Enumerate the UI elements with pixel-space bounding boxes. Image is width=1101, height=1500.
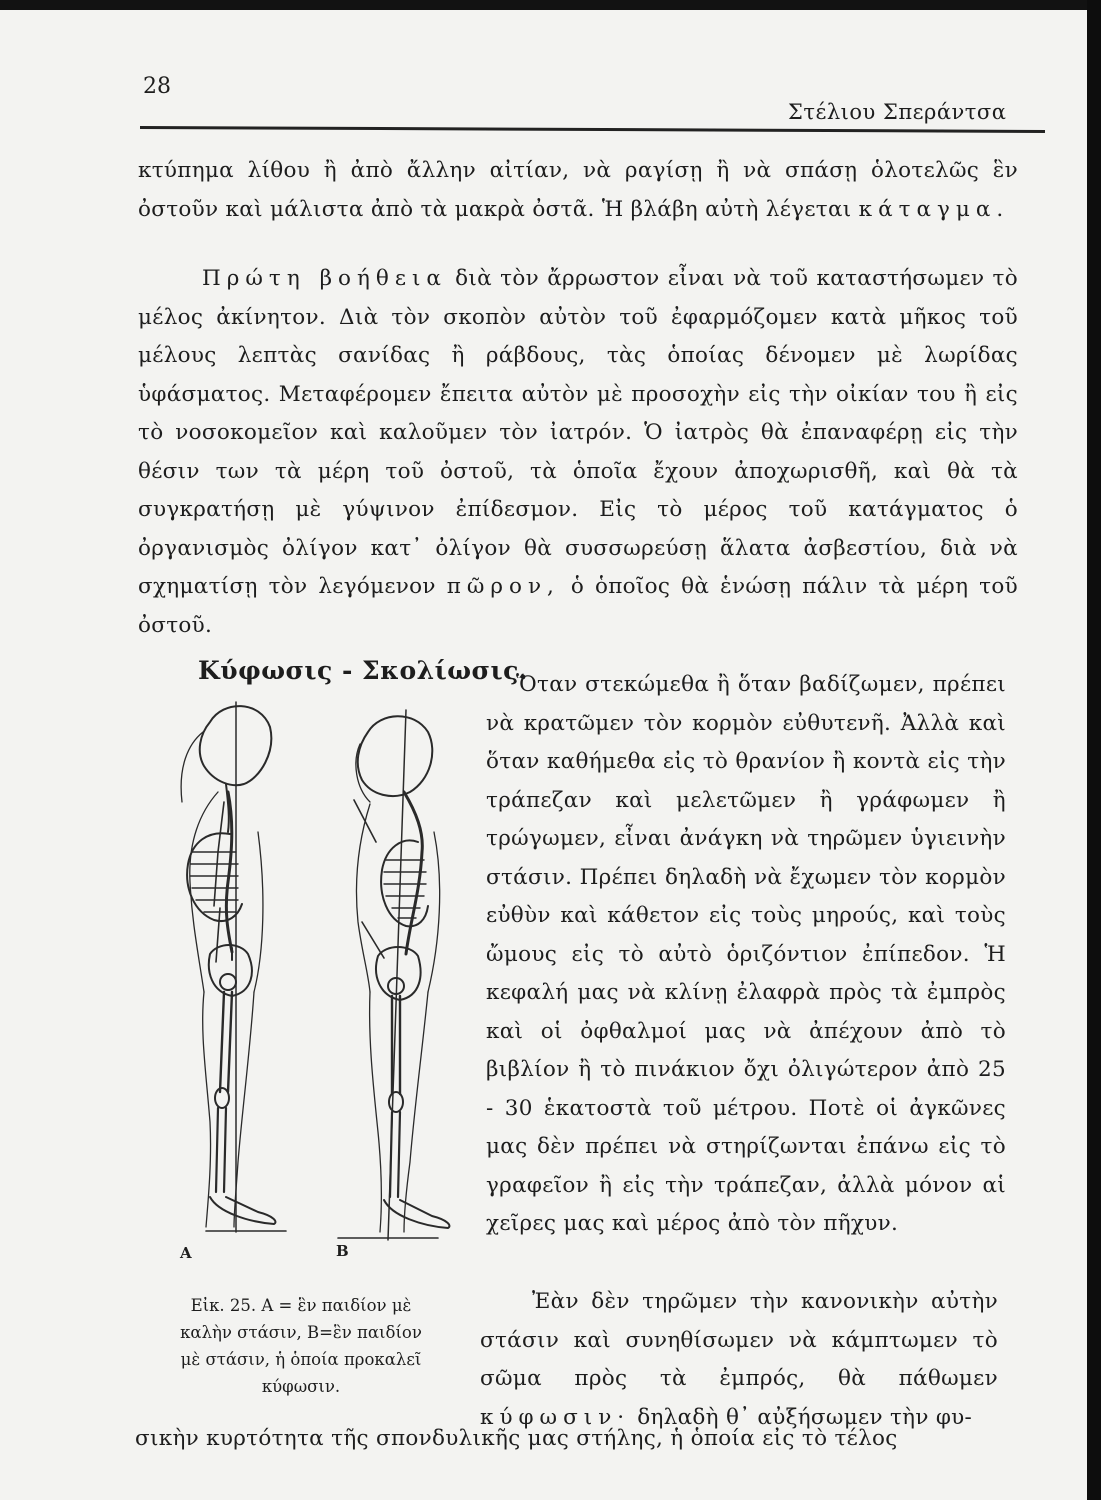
skeleton-a-good-posture xyxy=(181,702,286,1232)
caption-line: καλὴν στάσιν, Β=ἓν παιδίον xyxy=(180,1323,422,1342)
paragraph2-text: διὰ τὸν ἄρρωστον εἶναι νὰ τοῦ καταστήσωμεν τὸ μέλος ἀκίνητον. Διὰ τὸν σκοπὸν αὐτὸν τοῦ ἐφαρμόζομεν κατὰ μῆκος τοῦ μέλους λεπτὰς σανίδας ἢ ράβδους, τὰς ὁποίας δένομεν μὲ λωρίδας ὑφάσματος. Μεταφέρομεν ἔπειτα αὐτὸν μὲ προσοχὴν εἰς τὴν οἰκίαν του ἢ εἰς τὸ νοσοκομεῖον καὶ καλοῦμεν τὸν ἰατρόν. Ὁ ἰατρὸς θὰ ἐπαναφέρῃ εἰς τὴν θέσιν των τὰ μέρη τοῦ ὀστοῦ, τὰ ὁποῖα ἔχουν ἀποχωρισθῆ, καὶ θὰ τὰ συγκρατήσῃ μὲ γύψινον ἐπίδεσμον. Εἰς τὸ μέρος τοῦ κατάγματος ὁ ὀργανισμὸς ὀλίγον κατ᾿ ὀλίγον θὰ συσσωρεύσῃ ἅλατα ἀσβεστίου, διὰ νὰ σχηματίσῃ τὸν λεγόμενον xyxy=(138,266,1018,599)
section-heading-kyphosis: Κύφωσις - Σκολίωσις. xyxy=(198,656,529,685)
skeleton-illustration xyxy=(148,692,478,1272)
term-kyphosis: κύφωσιν· xyxy=(480,1404,631,1430)
paragraph1-text: κτύπημα λίθου ἢ ἀπὸ ἄλλην αἰτίαν, νὰ ραγίσῃ ἢ νὰ σπάσῃ ὁλοτελῶς ἓν ὀστοῦν καὶ μάλιστα ἀπὸ τὰ μακρὰ ὀστᾶ. Ἡ βλάβη αὐτὴ λέγεται xyxy=(138,158,1018,222)
figure-label-b: B xyxy=(336,1242,349,1260)
paragraph-first-aid xyxy=(138,260,1018,645)
skeleton-b-kyphosis xyxy=(338,710,449,1240)
figure-label-a: A xyxy=(180,1244,192,1262)
scan-right-edge xyxy=(1087,0,1101,1500)
first-aid-lead: Πρώτη βοήθεια xyxy=(202,266,447,291)
header-rule xyxy=(140,126,1045,133)
paragraph4-text: Ἐὰν δὲν τηρῶμεν τὴν κανονικὴν αὐτὴν στάσιν καὶ συνηθίσωμεν νὰ κάμπτωμεν τὸ σῶμα πρὸς τὰ ἐμπρός, θὰ πάθωμεν xyxy=(480,1289,998,1391)
paragraph-posture: Ὅταν στεκώμεθα ἢ ὅταν βαδίζωμεν, πρέπει νὰ κρατῶμεν τὸν κορμὸν εὐθυτενῆ. Ἀλλὰ καὶ ὅταν καθήμεθα εἰς τὸ θρανίον ἢ κοντὰ εἰς τὴν τράπεζαν καὶ μελετῶμεν ἢ γράφωμεν ἢ τρώγωμεν, εἶναι ἀνάγκη νὰ τηρῶμεν ὑγιεινὴν στάσιν. Πρέπει δηλαδὴ νὰ ἔχωμεν τὸν κορμὸν εὐθὺν καὶ κάθετον εἰς τοὺς μηρούς, καὶ τοὺς ὤμους εἰς τὸ αὐτὸ ὁριζόντιον ἐπίπεδον. Ἡ κεφαλή μας νὰ κλίνῃ ἐλαφρὰ πρὸς τὰ ἐμπρὸς καὶ οἱ ὀφθαλμοί μας νὰ ἀπέχουν ἀπὸ τὸ βιβλίον ἢ τὸ πινάκιον ὄχι ὀλιγώτερον ἀπὸ 25 - 30 ἑκατοστὰ τοῦ μέτρου. Ποτὲ οἱ ἀγκῶνες μας δὲν πρέπει νὰ στηρίζωνται ἐπάνω εἰς τὸ γραφεῖον ἢ εἰς τὴν τράπεζαν, ἀλλὰ μόνον αἱ χεῖρες μας καὶ μέρος ἀπὸ τὸν πῆχυν. xyxy=(486,672,1006,1236)
scan-top-edge xyxy=(0,0,1101,10)
caption-line: κύφωσιν. xyxy=(261,1377,341,1396)
figure-skeletons xyxy=(148,692,478,1272)
paragraph-fracture-intro xyxy=(138,152,1018,229)
page-number: 28 xyxy=(143,74,171,99)
caption-line: Εἰκ. 25. Α = ἓν παιδίον μὲ xyxy=(190,1296,412,1315)
paragraph-continuation: σικὴν κυρτότητα τῆς σπονδυλικῆς μας στήλης, ἡ ὁποία εἰς τὸ τέλος xyxy=(135,1426,898,1451)
paragraph2-tail: ὁ ὁποῖος θὰ ἑνώσῃ πάλιν τὰ μέρη τοῦ ὀστοῦ. xyxy=(138,574,1018,638)
paragraph4-tail: δηλαδὴ θ᾿ αὐξήσωμεν τὴν φυ- xyxy=(637,1404,973,1430)
figure-caption xyxy=(142,1292,460,1400)
caption-line: μὲ στάσιν, ἡ ὁποία προκαλεῖ xyxy=(180,1350,422,1369)
term-fracture: κάταγμα. xyxy=(858,196,1010,222)
term-callus: πῶρον, xyxy=(446,574,560,599)
paragraph-kyphosis-cause xyxy=(480,1283,998,1437)
running-head: Στέλιου Σπεράντσα xyxy=(788,100,1007,124)
